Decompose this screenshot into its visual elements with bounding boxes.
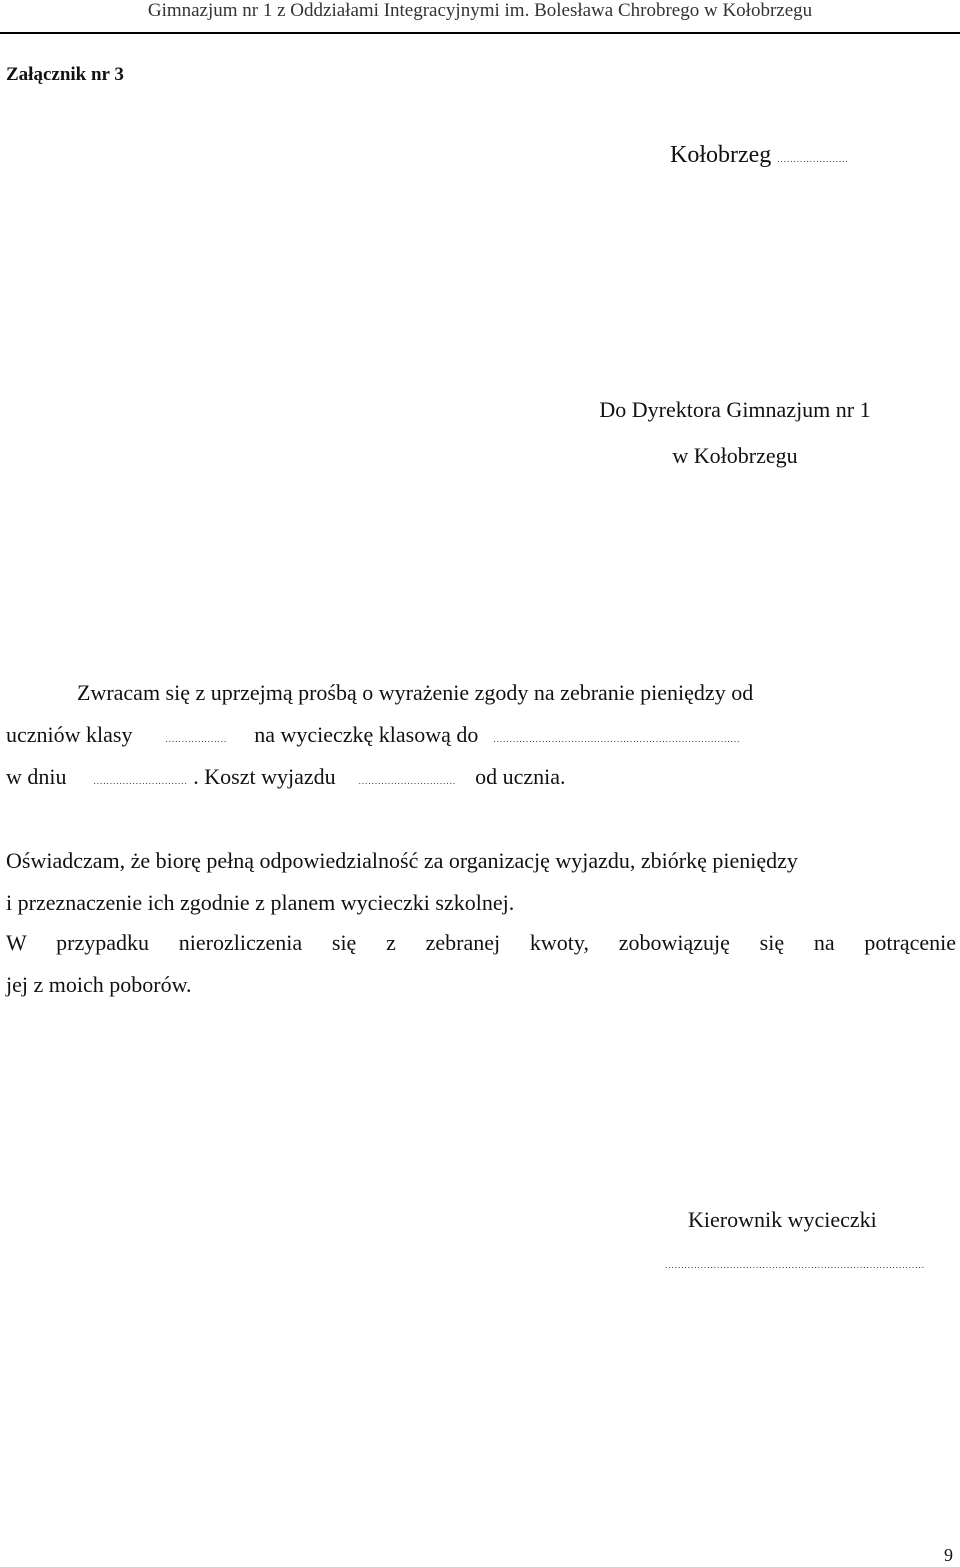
addressee-line-2: w Kołobrzegu (672, 443, 798, 468)
declaration-line-1: Oświadczam, że biorę pełną odpowiedzialność za organizację wyjazdu, zbiórkę pieniędzy (6, 848, 798, 873)
request-per-student-label: od ucznia. (475, 764, 566, 789)
annex-label: Załącznik nr 3 (6, 64, 124, 85)
request-line-3 (6, 764, 566, 790)
declaration-line-4: jej z moich poborów. (6, 972, 192, 997)
signature-label: Kierownik wycieczki (688, 1207, 877, 1232)
date-blank: ...................... (777, 154, 849, 164)
place-date-line (670, 142, 849, 169)
request-trip-label: na wycieczkę klasową do (254, 722, 479, 747)
request-date-label: w dniu (6, 764, 67, 789)
header-divider (0, 32, 960, 34)
request-line-2 (6, 722, 956, 748)
cost-blank: .............................. (358, 776, 457, 786)
page-number: 9 (944, 1545, 953, 1565)
signature-blank: ................................................................................ (665, 1260, 925, 1270)
request-cost-label: . Koszt wyjazdu (193, 764, 336, 789)
class-blank: ................... (165, 734, 228, 744)
destination-blank: ............................................................................ (493, 734, 741, 744)
place-label: Kołobrzeg (670, 142, 772, 168)
request-class-label: uczniów klasy (6, 722, 133, 747)
declaration-line-2: i przeznaczenie ich zgodnie z planem wycieczki szkolnej. (6, 890, 515, 915)
page-header: Gimnazjum nr 1 z Oddziałami Integracyjnymi im. Bolesława Chrobrego w Kołobrzegu (147, 0, 813, 21)
trip-date-blank: ............................. (93, 776, 188, 786)
request-line-1: Zwracam się z uprzejmą prośbą o wyrażenie zgody na zebranie pieniędzy od (77, 680, 754, 705)
addressee-line-1: Do Dyrektora Gimnazjum nr 1 (599, 397, 871, 422)
declaration-line-3: W przypadku nierozliczenia się z zebranej kwoty, zobowiązuję się na potrącenie (6, 930, 956, 955)
